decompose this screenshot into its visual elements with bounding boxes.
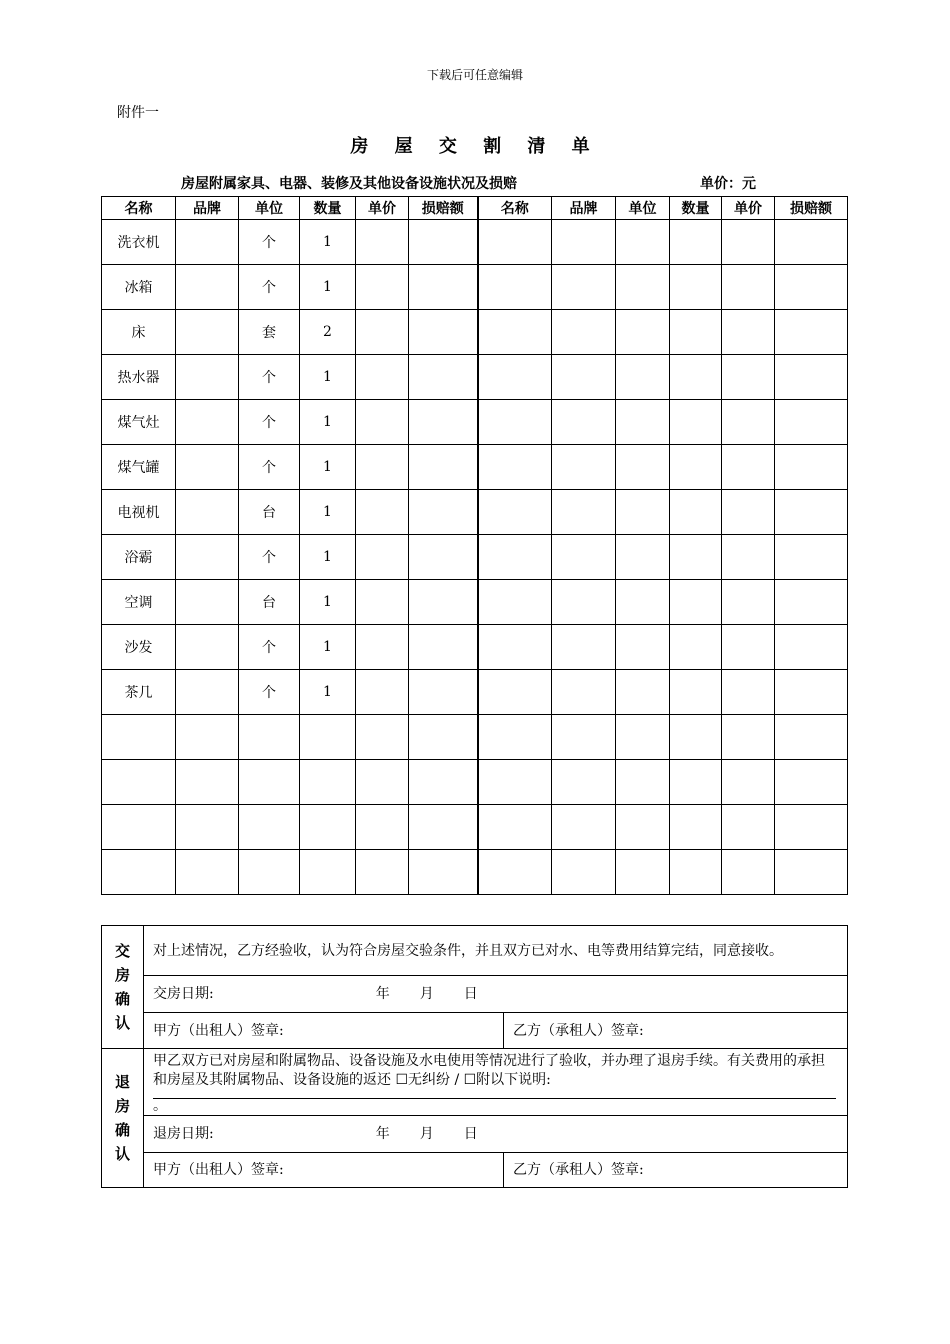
brand-cell[interactable] (176, 850, 239, 895)
table-row (102, 625, 848, 670)
unit-cell[interactable]: 个 (239, 445, 300, 490)
unit-cell[interactable]: 个 (239, 400, 300, 445)
damage-amount-cell[interactable] (409, 760, 478, 805)
unit-cell[interactable] (616, 445, 670, 490)
brand-cell[interactable] (552, 490, 616, 535)
confirmation-table (101, 925, 848, 1188)
handover-statement: 对上述情况，乙方经验收，认为符合房屋交验条件，并且双方已对水、电等费用结算完结，同意接收。 (144, 926, 848, 976)
unit-cell[interactable]: 台 (239, 490, 300, 535)
unit-cell[interactable]: 个 (239, 535, 300, 580)
return-statement: 甲乙双方已对房屋和附属物品、设备设施及水电使用等情况进行了验收，并办理了退房手续。有关费用的承担和房屋及其附属物品、设备设施的返还 ☐无纠纷 / ☐附以下说明: (153, 1052, 825, 1088)
quantity-cell[interactable] (670, 310, 722, 355)
unit-price-cell[interactable] (356, 490, 409, 535)
handover-date-row[interactable] (144, 976, 848, 1013)
damage-amount-cell[interactable] (409, 490, 478, 535)
unit-cell[interactable] (239, 805, 300, 850)
brand-cell[interactable] (552, 715, 616, 760)
unit-cell[interactable]: 个 (239, 670, 300, 715)
unit-cell[interactable] (616, 760, 670, 805)
item-name-cell[interactable] (478, 265, 552, 310)
damage-amount-cell[interactable] (775, 580, 848, 625)
unit-cell[interactable]: 台 (239, 580, 300, 625)
damage-amount-cell[interactable] (775, 265, 848, 310)
unit-cell[interactable]: 个 (239, 220, 300, 265)
quantity-cell[interactable] (670, 445, 722, 490)
brand-cell[interactable] (552, 310, 616, 355)
column-header: 单价 (722, 197, 775, 220)
item-name-cell[interactable] (478, 625, 552, 670)
unit-price-cell[interactable] (356, 715, 409, 760)
item-name-cell[interactable]: 茶几 (102, 670, 176, 715)
brand-cell[interactable] (552, 625, 616, 670)
item-name-cell[interactable]: 煤气罐 (102, 445, 176, 490)
year-label: 年 (375, 1126, 390, 1142)
item-name-cell[interactable] (102, 850, 176, 895)
damage-amount-cell[interactable] (409, 220, 478, 265)
damage-amount-cell[interactable] (775, 625, 848, 670)
item-name-cell[interactable]: 热水器 (102, 355, 176, 400)
table-row (102, 400, 848, 445)
return-statement-cell[interactable] (144, 1049, 848, 1116)
table-subtitle: 房屋附属家具、电器、装修及其他设备设施状况及损赔 (181, 176, 517, 192)
item-name-cell[interactable] (478, 445, 552, 490)
unit-price-cell[interactable] (722, 805, 775, 850)
unit-note: 单价：元 (700, 176, 756, 192)
damage-amount-cell[interactable] (775, 355, 848, 400)
item-name-cell[interactable]: 空调 (102, 580, 176, 625)
unit-price-cell[interactable] (722, 355, 775, 400)
unit-price-cell[interactable] (356, 850, 409, 895)
unit-price-cell[interactable] (722, 490, 775, 535)
handover-side-label: 交 房 确 认 (102, 926, 144, 1049)
table-header-row (102, 197, 848, 220)
unit-cell[interactable] (239, 850, 300, 895)
table-row (102, 310, 848, 355)
column-header: 数量 (300, 197, 356, 220)
quantity-cell[interactable] (670, 580, 722, 625)
unit-cell[interactable] (239, 760, 300, 805)
unit-cell[interactable] (616, 355, 670, 400)
quantity-cell[interactable]: 1 (300, 445, 356, 490)
quantity-cell[interactable] (670, 805, 722, 850)
unit-price-cell[interactable] (356, 535, 409, 580)
document-title: 房 屋 交 割 清 单 (350, 136, 600, 157)
brand-cell[interactable] (552, 580, 616, 625)
item-name-cell[interactable]: 电视机 (102, 490, 176, 535)
table-row (102, 850, 848, 895)
brand-cell[interactable] (176, 805, 239, 850)
column-header: 数量 (670, 197, 722, 220)
damage-amount-cell[interactable] (775, 805, 848, 850)
damage-amount-cell[interactable] (775, 715, 848, 760)
table-row (102, 490, 848, 535)
unit-cell[interactable] (616, 625, 670, 670)
column-header: 单价 (356, 197, 409, 220)
damage-amount-cell[interactable] (409, 850, 478, 895)
year-label: 年 (375, 986, 390, 1002)
quantity-cell[interactable]: 1 (300, 220, 356, 265)
unit-price-cell[interactable] (356, 355, 409, 400)
unit-cell[interactable] (616, 310, 670, 355)
unit-price-cell[interactable] (356, 265, 409, 310)
table-row (102, 220, 848, 265)
table-row (102, 535, 848, 580)
damage-amount-cell[interactable] (775, 760, 848, 805)
unit-price-cell[interactable] (722, 400, 775, 445)
table-row (102, 355, 848, 400)
unit-cell[interactable] (616, 805, 670, 850)
brand-cell[interactable] (176, 535, 239, 580)
item-name-cell[interactable]: 沙发 (102, 625, 176, 670)
column-header: 损赔额 (775, 197, 848, 220)
unit-price-cell[interactable] (356, 445, 409, 490)
item-name-cell[interactable]: 洗衣机 (102, 220, 176, 265)
quantity-cell[interactable] (670, 760, 722, 805)
quantity-cell[interactable]: 1 (300, 535, 356, 580)
quantity-cell[interactable] (670, 400, 722, 445)
item-name-cell[interactable] (478, 220, 552, 265)
quantity-cell[interactable] (300, 760, 356, 805)
item-name-cell[interactable] (102, 760, 176, 805)
brand-cell[interactable] (552, 535, 616, 580)
unit-price-cell[interactable] (722, 265, 775, 310)
return-period: 。 (153, 1097, 167, 1114)
unit-cell[interactable]: 套 (239, 310, 300, 355)
column-header: 品牌 (176, 197, 239, 220)
brand-cell[interactable] (552, 400, 616, 445)
brand-cell[interactable] (552, 355, 616, 400)
return-side-label: 退 房 确 认 (102, 1049, 144, 1188)
unit-price-cell[interactable] (722, 670, 775, 715)
unit-price-cell[interactable] (356, 400, 409, 445)
unit-price-cell[interactable] (356, 220, 409, 265)
unit-cell[interactable] (239, 715, 300, 760)
damage-amount-cell[interactable] (775, 670, 848, 715)
damage-amount-cell[interactable] (775, 535, 848, 580)
item-name-cell[interactable] (478, 400, 552, 445)
item-name-cell[interactable]: 煤气灶 (102, 400, 176, 445)
damage-amount-cell[interactable] (409, 535, 478, 580)
brand-cell[interactable] (552, 850, 616, 895)
column-header: 名称 (478, 197, 552, 220)
quantity-cell[interactable] (670, 490, 722, 535)
brand-cell[interactable] (176, 310, 239, 355)
item-name-cell[interactable] (478, 310, 552, 355)
quantity-cell[interactable]: 1 (300, 625, 356, 670)
damage-amount-cell[interactable] (775, 400, 848, 445)
item-name-cell[interactable]: 冰箱 (102, 265, 176, 310)
unit-cell[interactable] (616, 580, 670, 625)
item-name-cell[interactable] (478, 760, 552, 805)
damage-amount-cell[interactable] (409, 265, 478, 310)
quantity-cell[interactable] (670, 535, 722, 580)
column-header: 名称 (102, 197, 176, 220)
handover-party-b-signature[interactable]: 乙方（承租人）签章: (504, 1013, 848, 1049)
brand-cell[interactable] (176, 400, 239, 445)
day-label: 日 (463, 1126, 478, 1142)
unit-price-cell[interactable] (356, 760, 409, 805)
quantity-cell[interactable] (670, 265, 722, 310)
brand-cell[interactable] (176, 490, 239, 535)
brand-cell[interactable] (176, 625, 239, 670)
damage-amount-cell[interactable] (409, 445, 478, 490)
brand-cell[interactable] (552, 220, 616, 265)
column-header: 损赔额 (409, 197, 478, 220)
return-date-label: 退房日期: (153, 1126, 214, 1142)
unit-cell[interactable]: 个 (239, 265, 300, 310)
quantity-cell[interactable] (300, 805, 356, 850)
day-label: 日 (463, 986, 478, 1002)
unit-price-cell[interactable] (722, 850, 775, 895)
unit-price-cell[interactable] (356, 805, 409, 850)
quantity-cell[interactable] (300, 715, 356, 760)
damage-amount-cell[interactable] (775, 220, 848, 265)
unit-price-cell[interactable] (722, 220, 775, 265)
item-name-cell[interactable] (478, 355, 552, 400)
quantity-cell[interactable] (670, 625, 722, 670)
quantity-cell[interactable] (300, 850, 356, 895)
quantity-cell[interactable] (670, 355, 722, 400)
brand-cell[interactable] (552, 670, 616, 715)
damage-amount-cell[interactable] (409, 805, 478, 850)
table-row (102, 760, 848, 805)
quantity-cell[interactable]: 1 (300, 355, 356, 400)
quantity-cell[interactable] (670, 220, 722, 265)
damage-amount-cell[interactable] (775, 445, 848, 490)
unit-price-cell[interactable] (356, 670, 409, 715)
damage-amount-cell[interactable] (409, 715, 478, 760)
return-date-row[interactable] (144, 1116, 848, 1153)
item-name-cell[interactable] (478, 670, 552, 715)
item-name-cell[interactable] (478, 490, 552, 535)
quantity-cell[interactable]: 1 (300, 265, 356, 310)
brand-cell[interactable] (176, 445, 239, 490)
unit-price-cell[interactable] (722, 445, 775, 490)
unit-price-cell[interactable] (722, 580, 775, 625)
unit-cell[interactable] (616, 400, 670, 445)
item-name-cell[interactable] (102, 715, 176, 760)
brand-cell[interactable] (176, 355, 239, 400)
unit-cell[interactable] (616, 535, 670, 580)
unit-cell[interactable] (616, 850, 670, 895)
item-name-cell[interactable] (102, 805, 176, 850)
item-name-cell[interactable] (478, 805, 552, 850)
unit-cell[interactable] (616, 265, 670, 310)
damage-amount-cell[interactable] (409, 400, 478, 445)
unit-price-cell[interactable] (356, 580, 409, 625)
quantity-cell[interactable]: 1 (300, 490, 356, 535)
return-party-b-signature[interactable]: 乙方（承租人）签章: (504, 1153, 848, 1188)
unit-price-cell[interactable] (722, 535, 775, 580)
unit-cell[interactable]: 个 (239, 625, 300, 670)
item-name-cell[interactable]: 浴霸 (102, 535, 176, 580)
item-name-cell[interactable] (478, 580, 552, 625)
unit-cell[interactable] (616, 490, 670, 535)
brand-cell[interactable] (176, 580, 239, 625)
unit-price-cell[interactable] (722, 715, 775, 760)
inventory-table (101, 196, 848, 895)
item-name-cell[interactable] (478, 850, 552, 895)
damage-amount-cell[interactable] (409, 625, 478, 670)
item-name-cell[interactable] (478, 715, 552, 760)
damage-amount-cell[interactable] (775, 850, 848, 895)
damage-amount-cell[interactable] (775, 490, 848, 535)
unit-price-cell[interactable] (356, 625, 409, 670)
quantity-cell[interactable] (670, 850, 722, 895)
explanation-line[interactable] (153, 1090, 836, 1099)
table-row (102, 265, 848, 310)
brand-cell[interactable] (176, 760, 239, 805)
column-header: 品牌 (552, 197, 616, 220)
month-label: 月 (419, 1126, 434, 1142)
handover-party-a-signature[interactable]: 甲方（出租人）签章: (144, 1013, 504, 1049)
item-name-cell[interactable] (478, 535, 552, 580)
damage-amount-cell[interactable] (409, 670, 478, 715)
damage-amount-cell[interactable] (775, 310, 848, 355)
unit-price-cell[interactable] (722, 310, 775, 355)
brand-cell[interactable] (176, 670, 239, 715)
brand-cell[interactable] (176, 220, 239, 265)
unit-cell[interactable] (616, 220, 670, 265)
table-row (102, 670, 848, 715)
brand-cell[interactable] (176, 715, 239, 760)
brand-cell[interactable] (552, 805, 616, 850)
damage-amount-cell[interactable] (409, 355, 478, 400)
damage-amount-cell[interactable] (409, 580, 478, 625)
unit-cell[interactable] (616, 670, 670, 715)
brand-cell[interactable] (552, 760, 616, 805)
unit-cell[interactable] (616, 715, 670, 760)
quantity-cell[interactable] (670, 715, 722, 760)
column-header: 单位 (239, 197, 300, 220)
annex-label: 附件一 (117, 105, 159, 121)
damage-amount-cell[interactable] (409, 310, 478, 355)
column-header: 单位 (616, 197, 670, 220)
month-label: 月 (419, 986, 434, 1002)
item-name-cell[interactable]: 床 (102, 310, 176, 355)
table-row (102, 715, 848, 760)
unit-price-cell[interactable] (356, 310, 409, 355)
table-row (102, 805, 848, 850)
brand-cell[interactable] (552, 445, 616, 490)
quantity-cell[interactable]: 1 (300, 400, 356, 445)
quantity-cell[interactable]: 1 (300, 670, 356, 715)
unit-price-cell[interactable] (722, 625, 775, 670)
quantity-cell[interactable]: 1 (300, 580, 356, 625)
quantity-cell[interactable] (670, 670, 722, 715)
handover-date-label: 交房日期: (153, 986, 214, 1002)
unit-cell[interactable]: 个 (239, 355, 300, 400)
table-row (102, 445, 848, 490)
quantity-cell[interactable]: 2 (300, 310, 356, 355)
header-note: 下载后可任意编辑 (426, 68, 523, 82)
unit-price-cell[interactable] (722, 760, 775, 805)
brand-cell[interactable] (552, 265, 616, 310)
return-party-a-signature[interactable]: 甲方（出租人）签章: (144, 1153, 504, 1188)
brand-cell[interactable] (176, 265, 239, 310)
table-row (102, 580, 848, 625)
